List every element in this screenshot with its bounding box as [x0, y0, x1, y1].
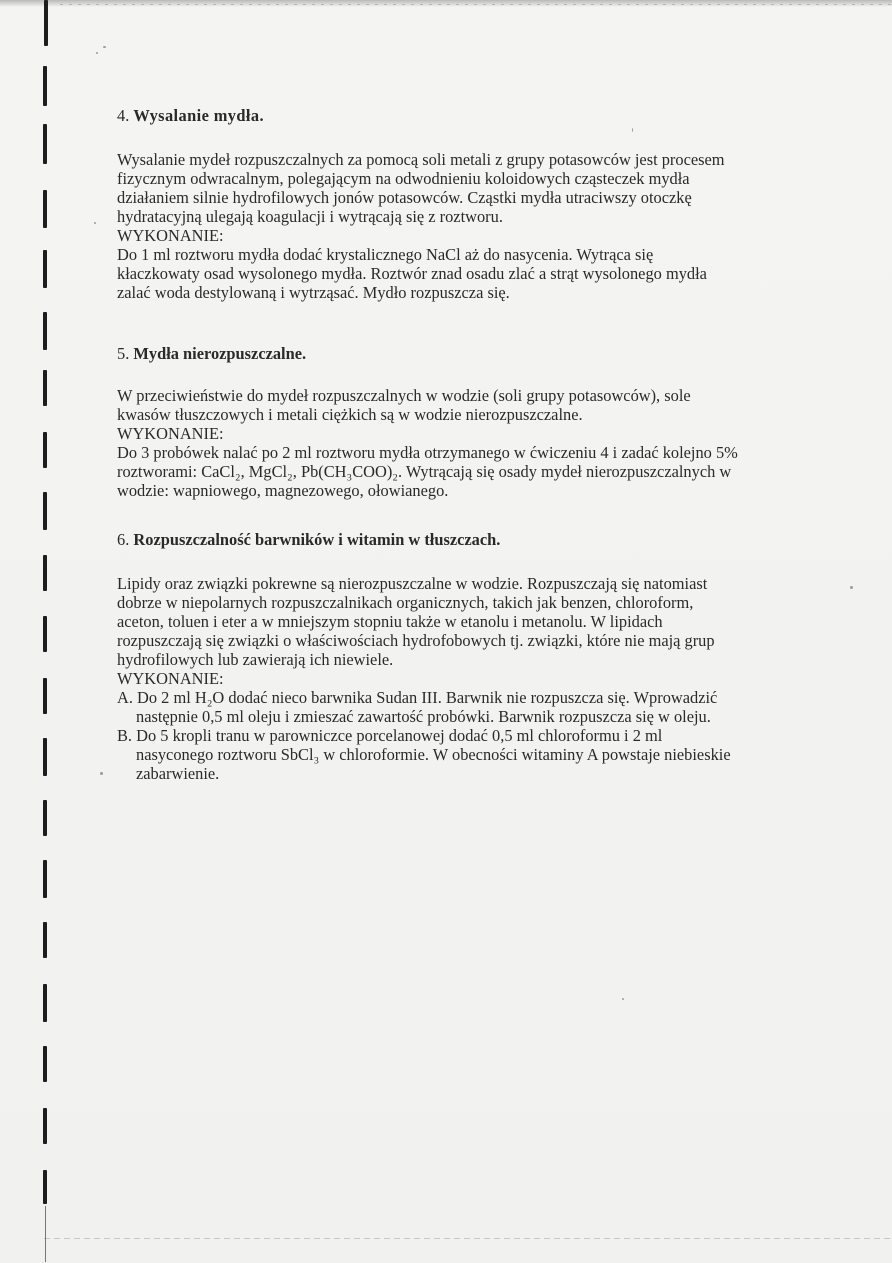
- text-line: Wysalanie mydeł rozpuszczalnych za pomocą soli metali z grupy potasowców jest procesem: [117, 150, 725, 169]
- binding-mark: [43, 124, 47, 164]
- binding-mark: [43, 1170, 47, 1204]
- scan-speck: [94, 222, 96, 224]
- procedure-label: WYKONANIE:: [117, 424, 224, 443]
- binding-mark: [43, 738, 47, 776]
- text-line: zalać woda destylowaną i wytrząsać. Mydło rozpuszcza się.: [117, 283, 510, 302]
- binding-mark: [43, 678, 47, 714]
- text-line: roztworami: CaCl₂, MgCl₂, Pb(CH₃COO)₂. Wytrącają się osady mydeł nierozpuszczalnych w: [117, 462, 732, 481]
- scan-bottom-edge: [44, 1238, 892, 1239]
- list-line: nasyconego roztworu SbCl₃ w chloroformie. W obecności witaminy A powstaje niebieskie: [136, 745, 731, 764]
- text-line: Do 3 probówek nalać po 2 ml roztworu mydła otrzymanego w ćwiczeniu 4 i zadać kolejno 5%: [117, 443, 738, 462]
- section-number: 4.: [117, 106, 130, 125]
- scan-speck: [622, 998, 624, 1000]
- scan-speck: [850, 586, 853, 589]
- list-line: zabarwienie.: [136, 764, 220, 783]
- binding-mark: [43, 1046, 47, 1082]
- binding-mark: [43, 1108, 47, 1144]
- section-heading-6: [117, 530, 500, 549]
- binding-mark: [43, 922, 47, 958]
- text-line: wodzie: wapniowego, magnezowego, ołowianego.: [117, 481, 449, 500]
- scan-speck: [100, 772, 103, 775]
- section-6-body: [117, 574, 807, 688]
- list-marker: A.: [117, 688, 133, 707]
- binding-mark: [43, 555, 47, 591]
- text-line: Lipidy oraz związki pokrewne są nierozpuszczalne w wodzie. Rozpuszczają się natomiast: [117, 574, 708, 593]
- section-heading-5: [117, 344, 306, 363]
- text-line: fizycznym odwracalnym, polegającym na odwodnieniu koloidowych cząsteczek mydła: [117, 169, 690, 188]
- section-title: Wysalanie mydła.: [133, 106, 264, 125]
- section-title: Mydła nierozpuszczalne.: [133, 344, 307, 363]
- procedure-item-a: [117, 688, 807, 726]
- binding-mark: [43, 984, 47, 1022]
- procedure-item-b: [117, 726, 807, 783]
- binding-mark: [43, 616, 47, 652]
- binding-mark: [43, 860, 47, 898]
- text-line: działaniem silnie hydrofilowych jonów potasowców. Cząstki mydła utraciwszy otoczkę: [117, 188, 692, 207]
- list-marker: B.: [117, 726, 133, 745]
- scan-speck: [96, 52, 98, 54]
- list-line: [117, 688, 807, 707]
- section-number: 5.: [117, 344, 130, 363]
- text-line: Do 1 ml roztworu mydła dodać krystalicznego NaCl aż do nasycenia. Wytrąca się: [117, 245, 654, 264]
- binding-thin-line: [45, 1206, 46, 1262]
- list-text: Do 2 ml H₂O dodać nieco barwnika Sudan III. Barwnik nie rozpuszcza się. Wprowadzić: [137, 688, 718, 707]
- section-5-body: [117, 386, 807, 500]
- text-line: kłaczkowaty osad wysolonego mydła. Roztwór znad osadu zlać a strąt wysolonego mydła: [117, 264, 707, 283]
- binding-mark: [43, 250, 47, 288]
- binding-mark: [43, 312, 47, 350]
- binding-mark: [43, 432, 47, 468]
- binding-mark: [43, 492, 47, 530]
- procedure-label: WYKONANIE:: [117, 226, 224, 245]
- text-line: aceton, toluen i eter a w mniejszym stopniu także w etanolu i metanolu. W lipidach: [117, 612, 663, 631]
- binding-mark: [44, 0, 48, 46]
- text-line: W przeciwieństwie do mydeł rozpuszczalnych w wodzie (soli grupy potasowców), sole: [117, 386, 691, 405]
- list-line: następnie 0,5 ml oleju i zmieszać zawartość probówki. Barwnik rozpuszcza się w oleju.: [136, 707, 711, 726]
- scan-speck: [103, 46, 106, 48]
- text-line: rozpuszczają się związki o właściwościach hydrofobowych tj. związki, które nie mają grup: [117, 631, 715, 650]
- binding-mark: [43, 370, 47, 406]
- scan-speck: [632, 128, 633, 132]
- section-heading-4: [117, 106, 264, 125]
- procedure-label: WYKONANIE:: [117, 669, 224, 688]
- text-line: hydratacyjną ulegają koagulacji i wytrącają się z roztworu.: [117, 207, 503, 226]
- section-number: 6.: [117, 530, 130, 549]
- list-text: Do 5 kropli tranu w parowniczce porcelanowej dodać 0,5 ml chloroformu i 2 ml: [136, 726, 663, 745]
- section-4-body: [117, 150, 807, 302]
- section-title: Rozpuszczalność barwników i witamin w tłuszczach.: [133, 530, 501, 549]
- list-line: [117, 726, 807, 745]
- binding-mark: [43, 190, 47, 228]
- binding-mark: [43, 66, 47, 106]
- text-line: dobrze w niepolarnych rozpuszczalnikach organicznych, takich jak benzen, chloroform,: [117, 593, 694, 612]
- text-line: hydrofilowych lub zawierają ich niewiele.: [117, 650, 394, 669]
- text-line: kwasów tłuszczowych i metali ciężkich są w wodzie nierozpuszczalne.: [117, 405, 583, 424]
- scan-top-noise: [60, 4, 892, 5]
- binding-mark: [43, 800, 47, 836]
